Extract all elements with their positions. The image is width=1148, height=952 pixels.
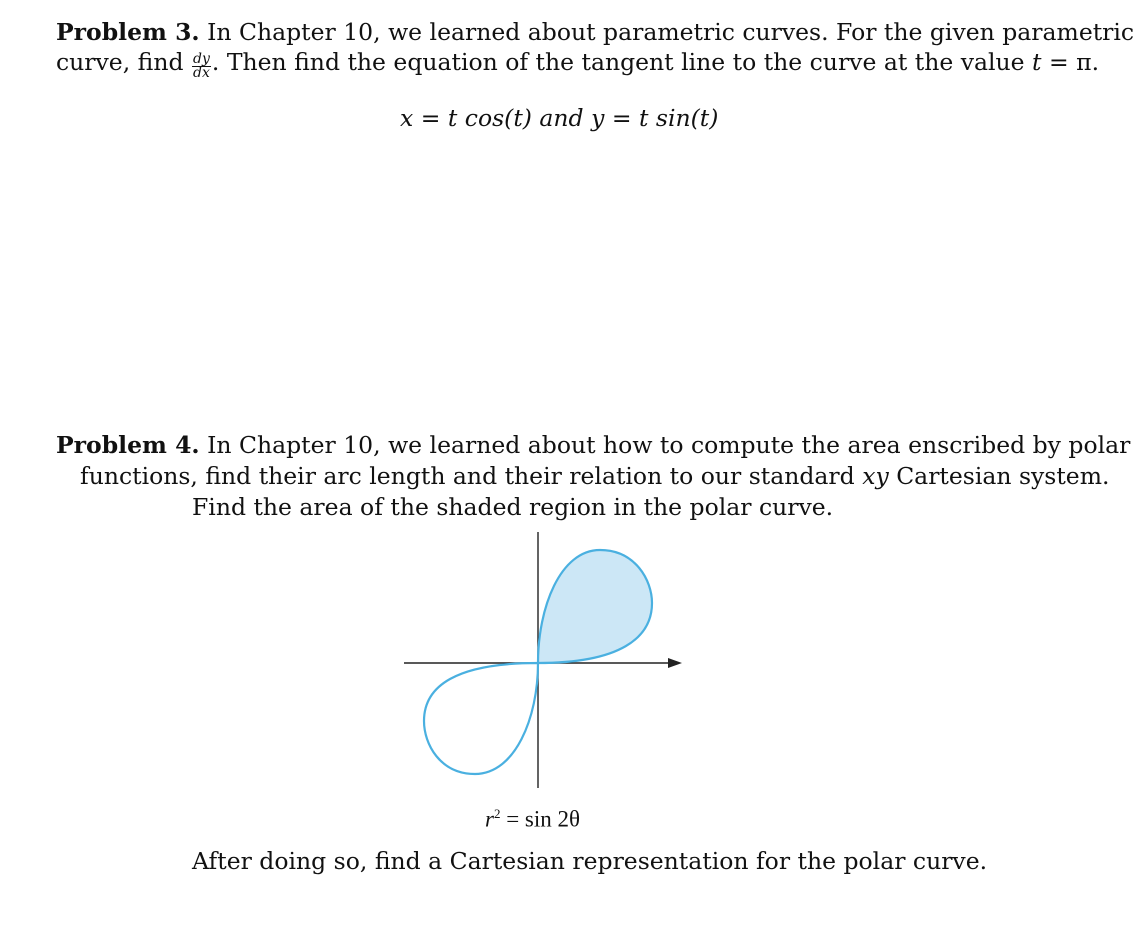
- problem4-text-1: In Chapter 10, we learned about how to compute the area enscribed by polar: [207, 431, 1131, 459]
- problem3-label: Problem 3.: [56, 18, 200, 46]
- frac-numerator: dy: [193, 51, 210, 67]
- caption-exponent: 2: [493, 806, 501, 821]
- shaded-loop: [538, 550, 652, 663]
- problem3-text-1: In Chapter 10, we learned about parametric curves. For the given parametric: [207, 18, 1135, 46]
- problem4-label: Problem 4.: [56, 431, 200, 459]
- frac-denominator: dx: [193, 65, 210, 81]
- caption-r: r: [485, 806, 494, 832]
- t-value: = π.: [1041, 48, 1100, 76]
- polar-curve-figure: [400, 528, 690, 793]
- problem3-line1: [56, 17, 1134, 47]
- parametric-equation: x = t cos(t) and y = t sin(t): [400, 104, 719, 132]
- problem4-line3: Find the area of the shaded region in the polar curve.: [192, 493, 834, 521]
- problem3-text-2a: curve, find: [56, 48, 184, 76]
- polar-equation-caption: [485, 806, 580, 833]
- problem3-line2: [56, 47, 1099, 80]
- problem4-text-2a: functions, find their arc length and their relation to our standard: [80, 462, 855, 490]
- problem4-line1: [56, 430, 1130, 460]
- problem4-text-2b: Cartesian system.: [896, 462, 1110, 490]
- lower-loop: [424, 663, 538, 774]
- problem4-final-line: After doing so, find a Cartesian representation for the polar curve.: [192, 847, 988, 875]
- caption-rest: = sin 2θ: [500, 806, 581, 832]
- problem4-line2: [80, 461, 1109, 491]
- dy-dx-fraction: [192, 53, 211, 80]
- xy-term: xy: [862, 462, 889, 490]
- x-axis-arrow: [668, 658, 682, 668]
- problem3-text-2b: . Then find the equation of the tangent line to the curve at the value: [211, 48, 1025, 76]
- t-variable: t: [1032, 48, 1042, 76]
